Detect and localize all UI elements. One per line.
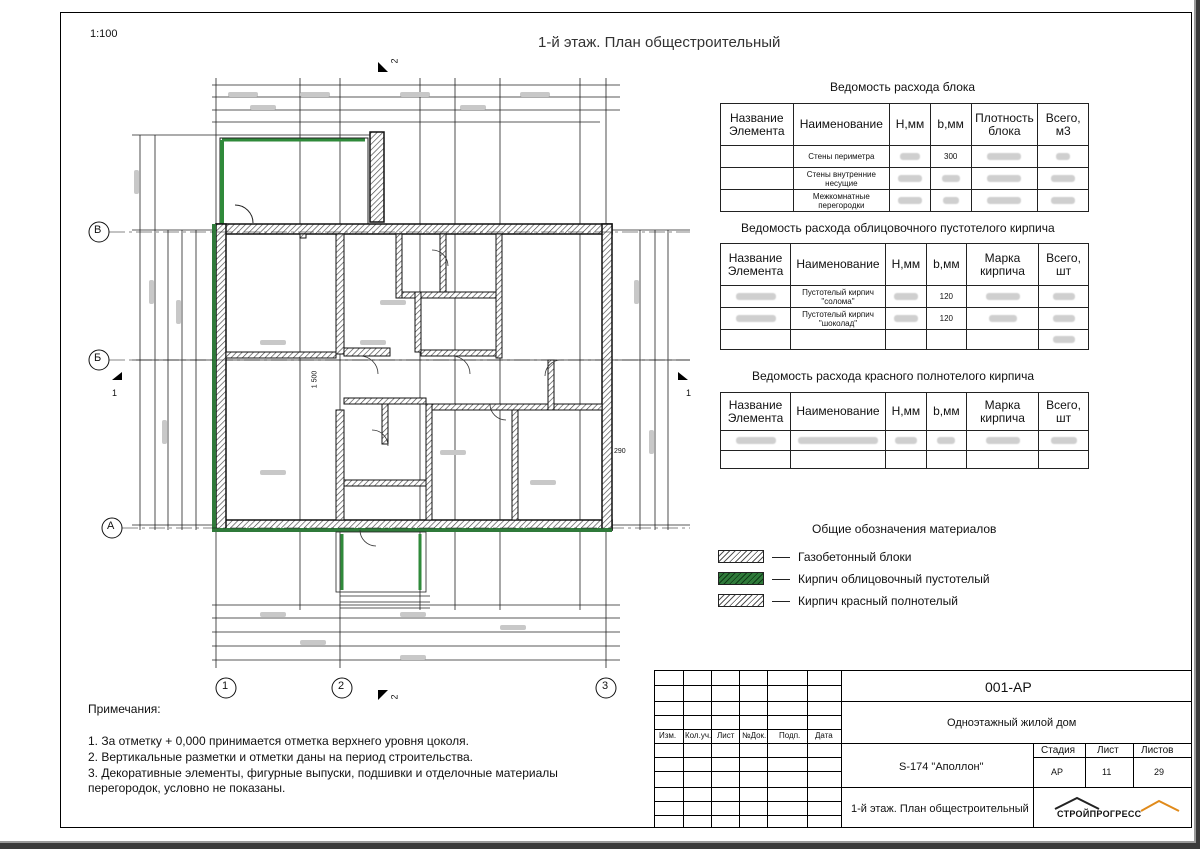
legend-swatch-red-brick — [718, 594, 764, 607]
stamp-stage-label: Стадия — [1041, 745, 1076, 756]
section-label-top: 2 — [389, 58, 400, 64]
axis-label-2: 2 — [338, 680, 345, 692]
th-title: Наименование — [793, 104, 890, 146]
stamp-col-label: Кол.уч. — [685, 731, 712, 740]
axis-label-b: Б — [94, 352, 102, 364]
legend-caption: Общие обозначения материалов — [812, 522, 997, 536]
axis-label-a: А — [107, 520, 115, 532]
table-block-caption: Ведомость расхода блока — [830, 80, 976, 94]
th-h: H,мм — [890, 104, 931, 146]
stamp-sheet-label: Лист — [1097, 745, 1119, 756]
stamp-stage: АР — [1051, 767, 1064, 777]
stamp-col-label: Изм. — [659, 731, 677, 740]
th-name: Название Элемента — [721, 104, 794, 146]
stamp-col-label: Лист — [717, 731, 735, 740]
table-red: Название Элемента Наименование H,мм b,мм Марка кирпича Всего, шт — [720, 392, 1089, 469]
th-total: Всего, м3 — [1038, 104, 1089, 146]
row-name: Пустотелый кирпич "шоколад" — [791, 308, 886, 330]
axis-label-v: В — [94, 224, 102, 236]
row-name: Межкомнатные перегородки — [793, 190, 890, 212]
legend-label: Кирпич облицовочный пустотелый — [798, 572, 990, 586]
notes-heading: Примечания: — [88, 702, 161, 716]
stamp-sheet-title: 1-й этаж. План общестроительный — [851, 803, 1029, 815]
stamp-sheets-label: Листов — [1141, 745, 1174, 756]
section-label-right: 1 — [686, 388, 692, 398]
company-logo — [1045, 793, 1185, 823]
note-line: 3. Декоративные элементы, фигурные выпуски, подшивки и отделочные материалы — [88, 766, 558, 780]
section-label-bottom: 2 — [389, 694, 400, 700]
floor-plan — [80, 55, 700, 705]
th-b: b,мм — [930, 104, 971, 146]
stamp-col-label: №Док. — [742, 731, 767, 740]
legend-label: Кирпич красный полнотелый — [798, 594, 958, 608]
stamp-col-label: Подп. — [779, 731, 801, 740]
scale-label: 1:100 — [90, 28, 118, 40]
row-name: Стены внутренние несущие — [793, 168, 890, 190]
row-name: Стены периметра — [793, 146, 890, 168]
dim-label-1: 1 500 — [311, 370, 319, 389]
stamp-col-label: Дата — [815, 731, 833, 740]
table-facing-caption: Ведомость расхода облицовочного пустотелого кирпича — [741, 221, 1055, 235]
axis-label-3: 3 — [602, 680, 609, 692]
table-red-caption: Ведомость расхода красного полнотелого кирпича — [752, 369, 1035, 383]
note-line: 2. Вертикальные разметки и отметки даны на период строительства. — [88, 750, 473, 764]
row-b: 300 — [930, 146, 971, 168]
stamp-sheets: 29 — [1154, 767, 1165, 777]
porch — [220, 132, 384, 228]
interior-walls — [226, 234, 602, 520]
axis-label-1: 1 — [222, 680, 229, 692]
row-name: Пустотелый кирпич "солома" — [791, 286, 886, 308]
note-line: 1. За отметку + 0,000 принимается отметка верхнего уровня цоколя. — [88, 734, 469, 748]
title-block — [654, 670, 1191, 827]
stamp-object: Одноэтажный жилой дом — [947, 717, 1077, 729]
section-label-left: 1 — [112, 388, 118, 398]
legend-swatch-facing-brick — [718, 572, 764, 585]
stamp-sheet: 11 — [1102, 767, 1112, 777]
stamp-code: 001-АР — [985, 679, 1032, 695]
note-line: перегородок, условно не показаны. — [88, 781, 286, 795]
drawing-title: 1-й этаж. План общестроительный — [538, 34, 781, 51]
axis-bubbles — [89, 222, 690, 698]
dim-label-2: 290 — [614, 448, 626, 455]
entrance-steps — [336, 532, 430, 608]
stamp-project: S-174 "Аполлон" — [899, 761, 984, 773]
legend-label: Газобетонный блоки — [798, 550, 912, 564]
logo-text: СТРОЙПРОГРЕСС — [1057, 809, 1142, 819]
legend-swatch-aerated-block — [718, 550, 764, 563]
th-density: Плотность блока — [971, 104, 1038, 146]
table-facing: Название Элемента Наименование H,мм b,мм Марка кирпича Всего, шт Пустотелый кирпич "солома" 120 Пустотелый кирпич "шоколад" 120 — [720, 243, 1089, 350]
table-block — [720, 103, 1089, 212]
